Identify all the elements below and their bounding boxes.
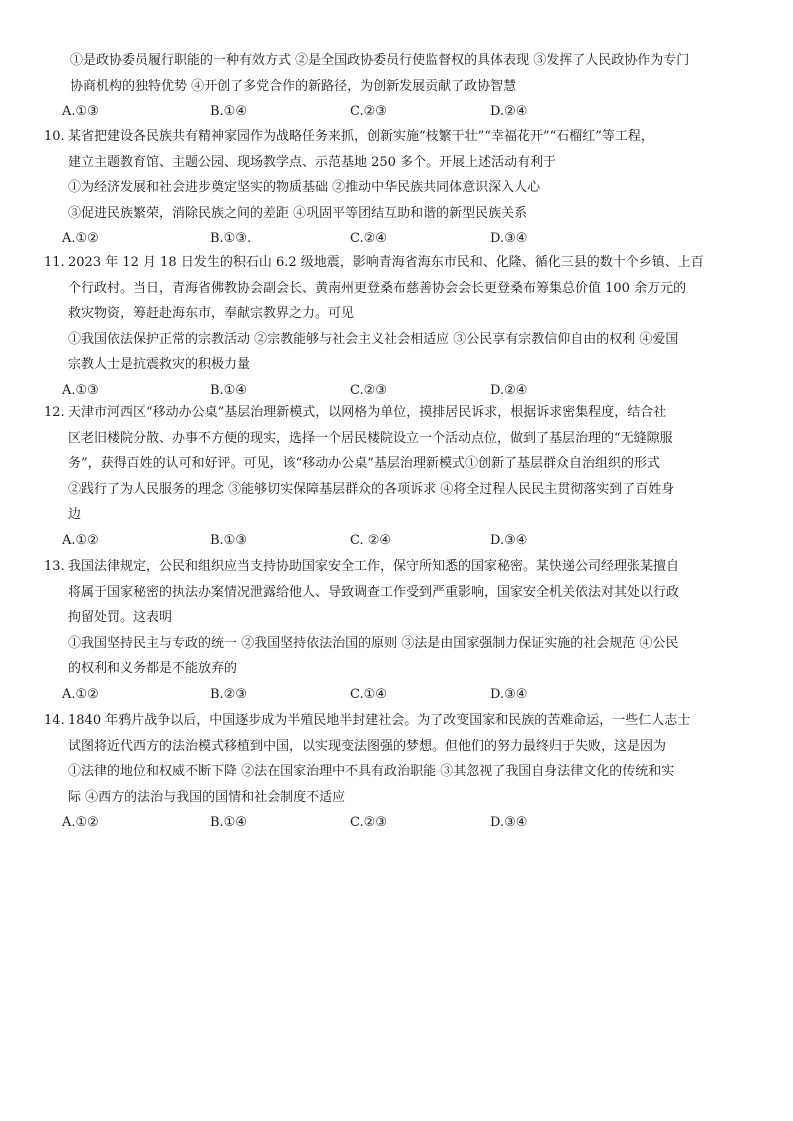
answer-options: [62, 230, 762, 248]
question-text-line: 区老旧楼院分散、办事不方便的现实，选择一个居民楼院设立一个活动点位，做到了基层治理的“无缝隙服: [68, 430, 673, 446]
question-text-line: 建立主题教育馆、主题公园、现场教学点、示范基地 250 多个。开展上述活动有利于: [68, 154, 557, 170]
option-a: A.①②: [62, 231, 99, 246]
question-text-line: 的权利和义务都是不能放弃的: [68, 661, 238, 676]
question-number: 13.: [44, 559, 65, 574]
question-number: 12.: [44, 405, 65, 420]
option-a: A.①②: [62, 686, 99, 702]
question-stem: 天津市河西区“移动办公桌”基层治理新模式，以网格为单位，摸排居民诉求，根据诉求密集程度，结合社: [68, 405, 667, 420]
option-c: C.②③: [350, 382, 387, 398]
question-text-line: 个行政村。当日，青海省佛教协会副会长、黄南州更登桑布慈善协会会长更登桑布筹集总价值 100 余万元的: [68, 280, 687, 296]
question-text-line: ①是政协委员履行职能的一种有效方式 ②是全国政协委员行使监督权的具体表现 ③发挥了人民政协作为专门: [70, 53, 690, 68]
question-text-line: 将属于国家秘密的执法办案情况泄露给他人、导致调查工作受到严重影响，国家安全机关依法对其处以行政: [68, 584, 680, 600]
question-text-line: 边: [68, 507, 82, 522]
question-text-line: 试图将近代西方的法治模式移植到中国，以实现变法图强的梦想。但他们的努力最终归于失败，这是因为: [68, 738, 667, 754]
question-stem: 某省把建设各民族共有精神家园作为战略任务来抓，创新实施“枝繁干壮”“幸福花开”“石榴红”等工程，: [68, 129, 654, 144]
option-a: A.①③: [62, 104, 99, 119]
question-number: 14.: [44, 713, 65, 728]
option-b: B.①③: [210, 532, 247, 548]
option-b: B.①④: [210, 382, 247, 398]
option-c: C.②④: [350, 231, 387, 246]
question-text-line: ①为经济发展和社会进步奠定坚实的物质基础 ②推动中华民族共同体意识深入人心: [68, 180, 541, 195]
option-d: D.③④: [490, 532, 528, 548]
option-d: D.②④: [490, 104, 528, 119]
question-number: 10.: [44, 129, 65, 144]
question-number: 11.: [44, 255, 65, 270]
option-a: A.①③: [62, 382, 99, 398]
option-b: B.②③: [210, 686, 247, 702]
option-c: C.①④: [350, 686, 387, 702]
option-c: C.②③: [350, 104, 387, 119]
option-b: B.①④: [210, 104, 247, 119]
question-text-line: 务”，获得百姓的认可和好评。可见，该“移动办公桌”基层治理新模式①创新了基层群众自治组织的形式: [68, 456, 660, 471]
option-a: A.①②: [62, 532, 99, 548]
question-text-line: ②践行了为人民服务的理念 ③能够切实保障基层群众的各项诉求 ④将全过程人民民主贯彻落实到了百姓身: [68, 481, 675, 497]
question-text-line: ③促进民族繁荣，消除民族之间的差距 ④巩固平等团结互助和谐的新型民族关系: [68, 205, 528, 221]
option-c: C. ②④: [350, 532, 392, 548]
question-text-line: ①我国坚持民主与专政的统一 ②我国坚持依法治国的原则 ③法是由国家强制力保证实施的社会规范 ④公民: [68, 635, 679, 651]
answer-options: [62, 814, 762, 832]
question-text-line: ①法律的地位和权威不断下降 ②法在国家治理中不具有政治职能 ③其忽视了我国自身法律文化的传统和实: [68, 764, 675, 779]
question-text-line: 际 ④西方的法治与我国的国情和社会制度不适应: [68, 789, 346, 805]
question-text-line: 协商机构的独特优势 ④开创了多党合作的新路径，为创新发展贡献了政协智慧: [70, 78, 517, 94]
option-d: D.③④: [490, 815, 528, 830]
option-a: A.①②: [62, 815, 99, 830]
option-b: B.①③.: [210, 231, 252, 246]
option-d: D.②④: [490, 382, 528, 398]
answer-options: [62, 382, 762, 400]
option-b: B.①④: [210, 815, 247, 830]
question-stem: 2023 年 12 月 18 日发生的积石山 6.2 级地震，影响青海省海东市民和、化隆、循化三县的数十个乡镇、上百: [68, 255, 704, 270]
question-stem: 我国法律规定，公民和组织应当支持协助国家安全工作，保守所知悉的国家秘密。某快递公司经理张某擅自: [68, 559, 680, 574]
question-text-line: 拘留处罚。这表明: [68, 610, 173, 625]
question-stem: 1840 年鸦片战争以后，中国逐步成为半殖民地半封建社会。为了改变国家和民族的苦难命运，一些仁人志士: [68, 713, 691, 728]
option-d: D.③④: [490, 231, 528, 246]
answer-options: [62, 532, 762, 550]
question-text-line: 宗教人士是抗震救灾的积极力量: [68, 357, 251, 372]
option-d: D.③④: [490, 686, 528, 702]
question-text-line: 救灾物资，筹赶赴海东市，奉献宗教界之力。可见: [68, 306, 355, 321]
answer-options: [62, 103, 762, 121]
question-text-line: ①我国依法保护正常的宗教活动 ②宗教能够与社会主义社会相适应 ③公民享有宗教信仰自由的权利 ④爱国: [68, 331, 679, 347]
option-c: C.②③: [350, 815, 387, 830]
answer-options: [62, 686, 762, 704]
